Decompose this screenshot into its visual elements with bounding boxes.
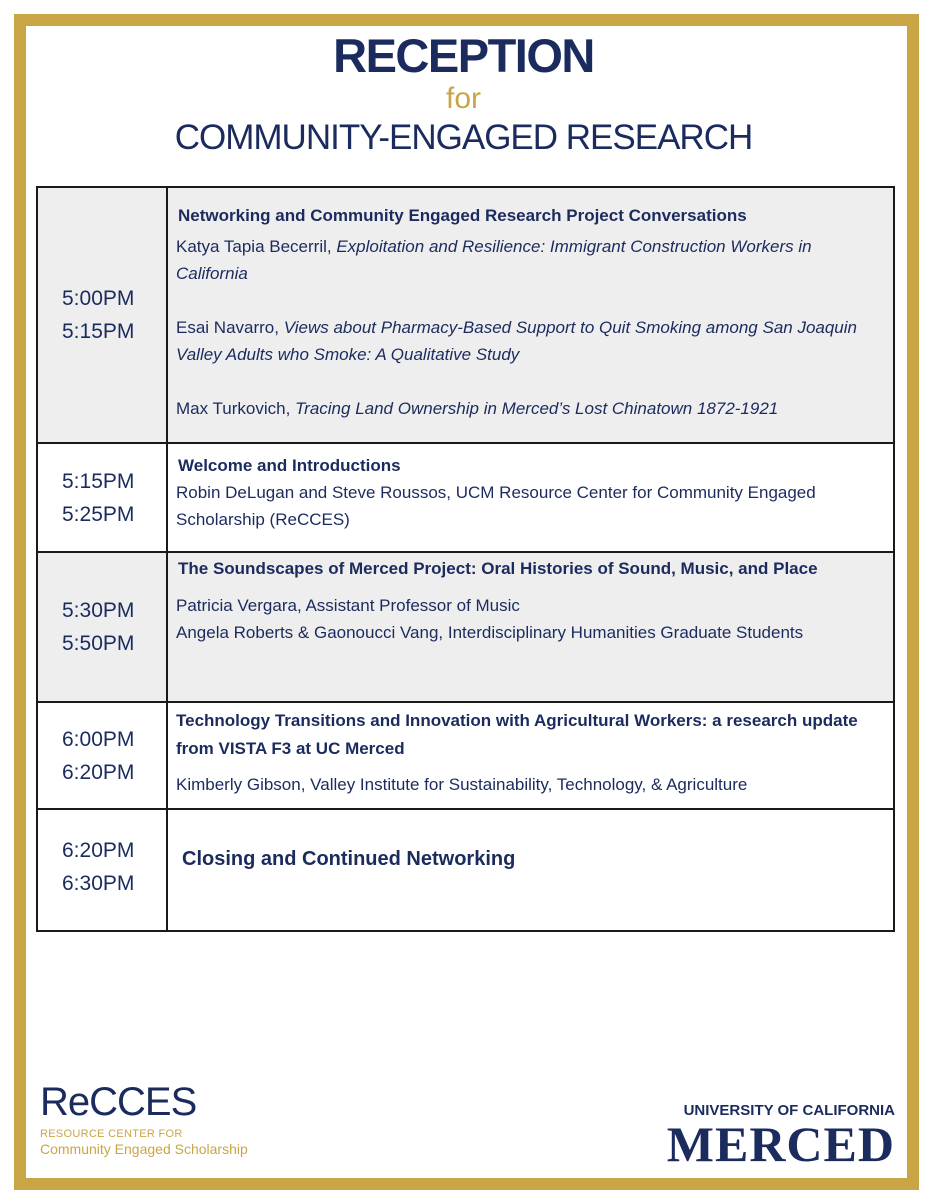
presentation-title: Views about Pharmacy-Based Support to Quit Smoking among San Joaquin Valley Adults who Smoke: A Qualitative Study (176, 318, 857, 364)
time-cell (37, 187, 167, 443)
schedule-row (37, 809, 894, 931)
recces-logo: ReCCES (40, 1080, 197, 1124)
session-detail: Kimberly Gibson, Valley Institute for Sustainability, Technology, & Agriculture (176, 775, 748, 794)
time-cell (37, 702, 167, 809)
session-detail: Angela Roberts & Gaonoucci Vang, Interdisciplinary Humanities Graduate Students (176, 623, 804, 642)
session-title: The Soundscapes of Merced Project: Oral Histories of Sound, Music, and Place (178, 559, 818, 578)
presenter-name: Katya Tapia Becerril, (176, 237, 337, 256)
uc-line: UNIVERSITY OF CALIFORNIA (683, 1102, 895, 1119)
page-title: RECEPTION (333, 29, 594, 82)
end-time: 5:25PM (62, 502, 135, 526)
schedule-row (37, 187, 894, 443)
page-subtitle: COMMUNITY-ENGAGED RESEARCH (174, 118, 753, 157)
title-for: for (445, 82, 481, 115)
presentation-item (176, 395, 887, 422)
end-time: 5:50PM (62, 632, 135, 655)
schedule-row (37, 443, 894, 552)
session-title: Closing and Continued Networking (182, 848, 516, 870)
time-cell (37, 809, 167, 931)
start-time: 5:15PM (62, 469, 135, 493)
merced-wordmark: MERCED (666, 1116, 895, 1172)
start-time: 6:00PM (62, 727, 135, 751)
end-time: 6:20PM (62, 760, 135, 784)
recces-subtitle-1: RESOURCE CENTER FOR (40, 1128, 183, 1140)
session-cell (167, 187, 894, 443)
recces-logo-block (40, 1080, 248, 1157)
recces-subtitle-2: Community Engaged Scholarship (40, 1141, 248, 1157)
presentation-title: Tracing Land Ownership in Merced’s Lost Chinatown 1872-1921 (295, 399, 779, 418)
start-time: 6:20PM (62, 839, 135, 862)
start-time: 5:00PM (62, 287, 135, 310)
presentation-title: Exploitation and Resilience: Immigrant Construction Workers in California (176, 237, 812, 283)
end-time: 6:30PM (62, 872, 135, 895)
start-time: 5:30PM (62, 599, 135, 622)
presenter-name: Esai Navarro, (176, 318, 284, 337)
presentation-item (176, 233, 887, 287)
time-cell (37, 552, 167, 702)
uc-merced-logo (666, 1102, 895, 1172)
session-cell (167, 552, 894, 702)
session-title: Technology Transitions and Innovation with Agricultural Workers: a research update from VISTA F3 at UC Merced (176, 711, 858, 758)
schedule-row (37, 552, 894, 702)
session-cell (167, 702, 894, 809)
time-cell (37, 443, 167, 552)
schedule-row (37, 702, 894, 809)
session-cell (167, 443, 894, 552)
session-title: Welcome and Introductions (178, 456, 401, 475)
schedule-table (36, 186, 895, 932)
presentation-item (176, 314, 887, 368)
session-detail: Robin DeLugan and Steve Roussos, UCM Resource Center for Community Engaged Scholarship (ReCCES) (176, 483, 816, 529)
session-cell (167, 809, 894, 931)
session-detail: Patricia Vergara, Assistant Professor of Music (176, 596, 520, 615)
presenter-name: Max Turkovich, (176, 399, 296, 418)
session-title: Networking and Community Engaged Research Project Conversations (178, 206, 747, 225)
end-time: 5:15PM (62, 320, 135, 343)
title-block (0, 30, 927, 160)
